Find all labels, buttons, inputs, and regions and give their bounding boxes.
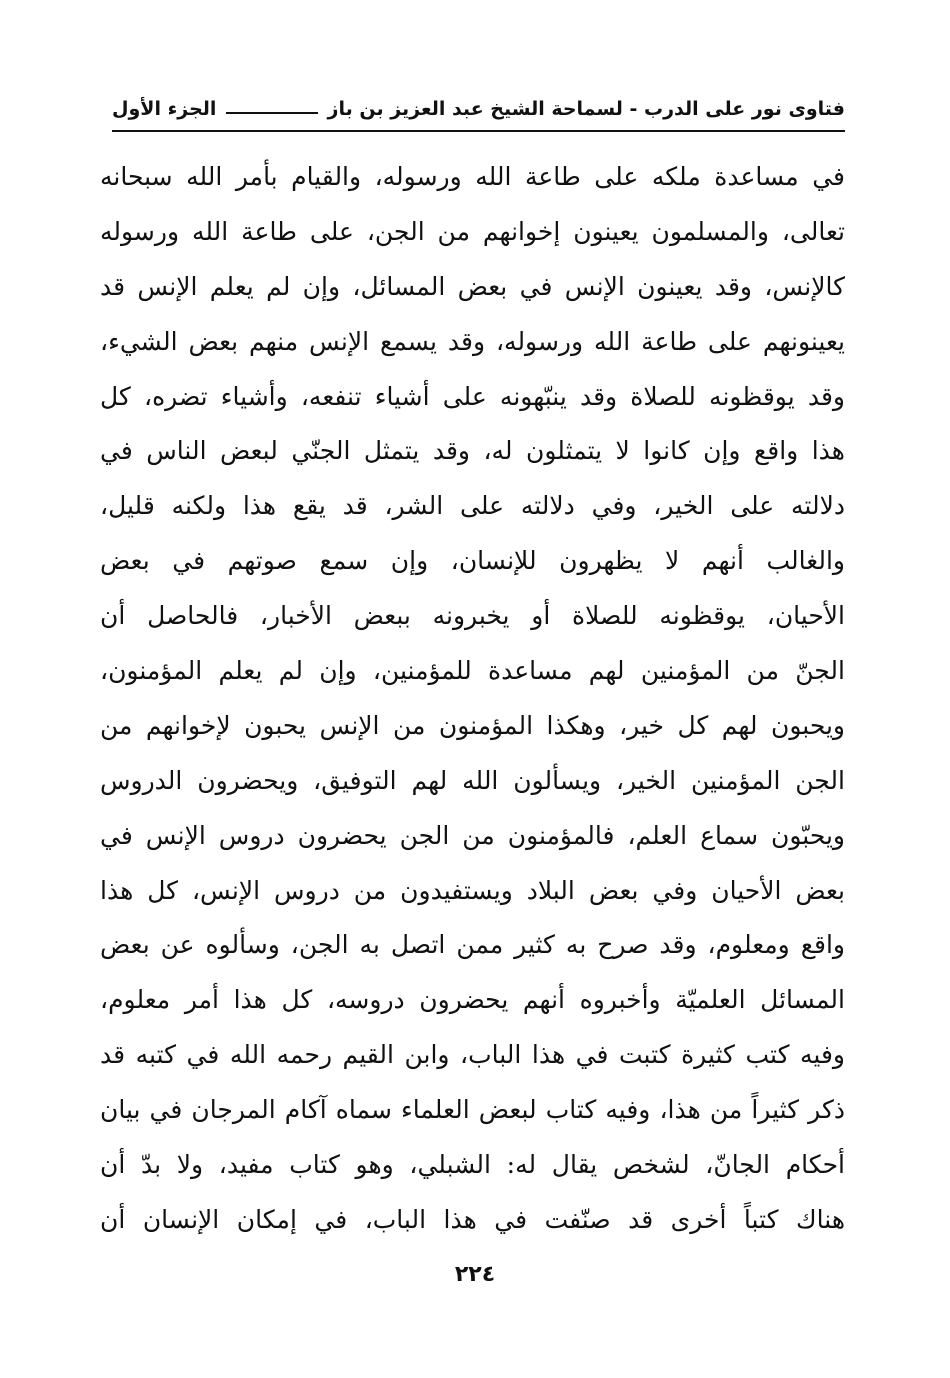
text-line: واقع ومعلوم، وقد صرح به كثير ممن اتصل به الجن، وسألوه عن بعض xyxy=(100,930,845,960)
text-line: تعالى، والمسلمون يعينون إخوانهم من الجن، على طاعة الله ورسوله xyxy=(100,216,845,246)
text-line: هذا واقع وإن كانوا لا يتمثلون له، وقد يتمثل الجنّي لبعض الناس في xyxy=(100,436,845,466)
text-line: وفيه كتب كثيرة كتبت في هذا الباب، وابن القيم رحمه الله في كتبه قد xyxy=(100,1040,845,1070)
text-line: المسائل العلميّة وأخبروه أنهم يحضرون دروسه، كل هذا أمر معلوم، xyxy=(100,985,845,1015)
text-line: في مساعدة ملكه على طاعة الله ورسوله، والقيام بأمر الله سبحانه xyxy=(100,162,845,191)
text-line: أحكام الجانّ، لشخص يقال له: الشبلي، وهو كتاب مفيد، ولا بدّ أن xyxy=(100,1150,845,1180)
book-title: فتاوى نور على الدرب - لسماحة الشيخ عبد العزيز بن باز xyxy=(327,98,845,120)
text-line: يعينونهم على طاعة الله ورسوله، وقد يسمع الإنس منهم بعض الشيء، xyxy=(100,326,845,356)
text-line: ويحبّون سماع العلم، فالمؤمنون من الجن يحضرون دروس الإنس في xyxy=(100,820,845,850)
text-line: كالإنس، وقد يعينون الإنس في بعض المسائل، وإن لم يعلم الإنس قد xyxy=(100,271,845,301)
page-number: ٢٢٤ xyxy=(454,1262,496,1287)
text-line: الجن المؤمنين الخير، ويسألون الله لهم التوفيق، ويحضرون الدروس xyxy=(100,765,845,795)
text-line: ذكر كثيراً من هذا، وفيه كتاب لبعض العلماء سماه آكام المرجان في بيان xyxy=(100,1095,845,1125)
text-line: ويحبون لهم كل خير، وهكذا المؤمنون من الإنس يحبون لإخوانهم من xyxy=(100,710,845,740)
text-line: وقد يوقظونه للصلاة وقد ينبّهونه على أشياء تنفعه، وأشياء تضره، كل xyxy=(100,381,845,411)
text-line: بعض الأحيان وفي بعض البلاد ويستفيدون من دروس الإنس، كل هذا xyxy=(100,875,845,905)
header-dash-rule xyxy=(226,112,317,114)
text-line: هناك كتباً أخرى قد صنّفت في هذا الباب، في إمكان الإنسان أن xyxy=(100,1204,845,1234)
header-divider xyxy=(112,130,845,132)
text-line: الأحيان، يوقظونه للصلاة أو يخبرونه ببعض الأخبار، فالحاصل أن xyxy=(100,601,845,631)
text-line: دلالته على الخير، وفي دلالته على الشر، قد يقع هذا ولكنه قليل، xyxy=(100,491,845,521)
text-line: الجنّ من المؤمنين لهم مساعدة للمؤمنين، وإن لم يعلم المؤمنون، xyxy=(100,656,845,686)
text-line: والغالب أنهم لا يظهرون للإنسان، وإن سمع صوتهم في بعض xyxy=(100,546,845,576)
volume-label: الجزء الأول xyxy=(112,98,217,120)
body-text xyxy=(100,150,845,1248)
running-header xyxy=(112,92,845,126)
